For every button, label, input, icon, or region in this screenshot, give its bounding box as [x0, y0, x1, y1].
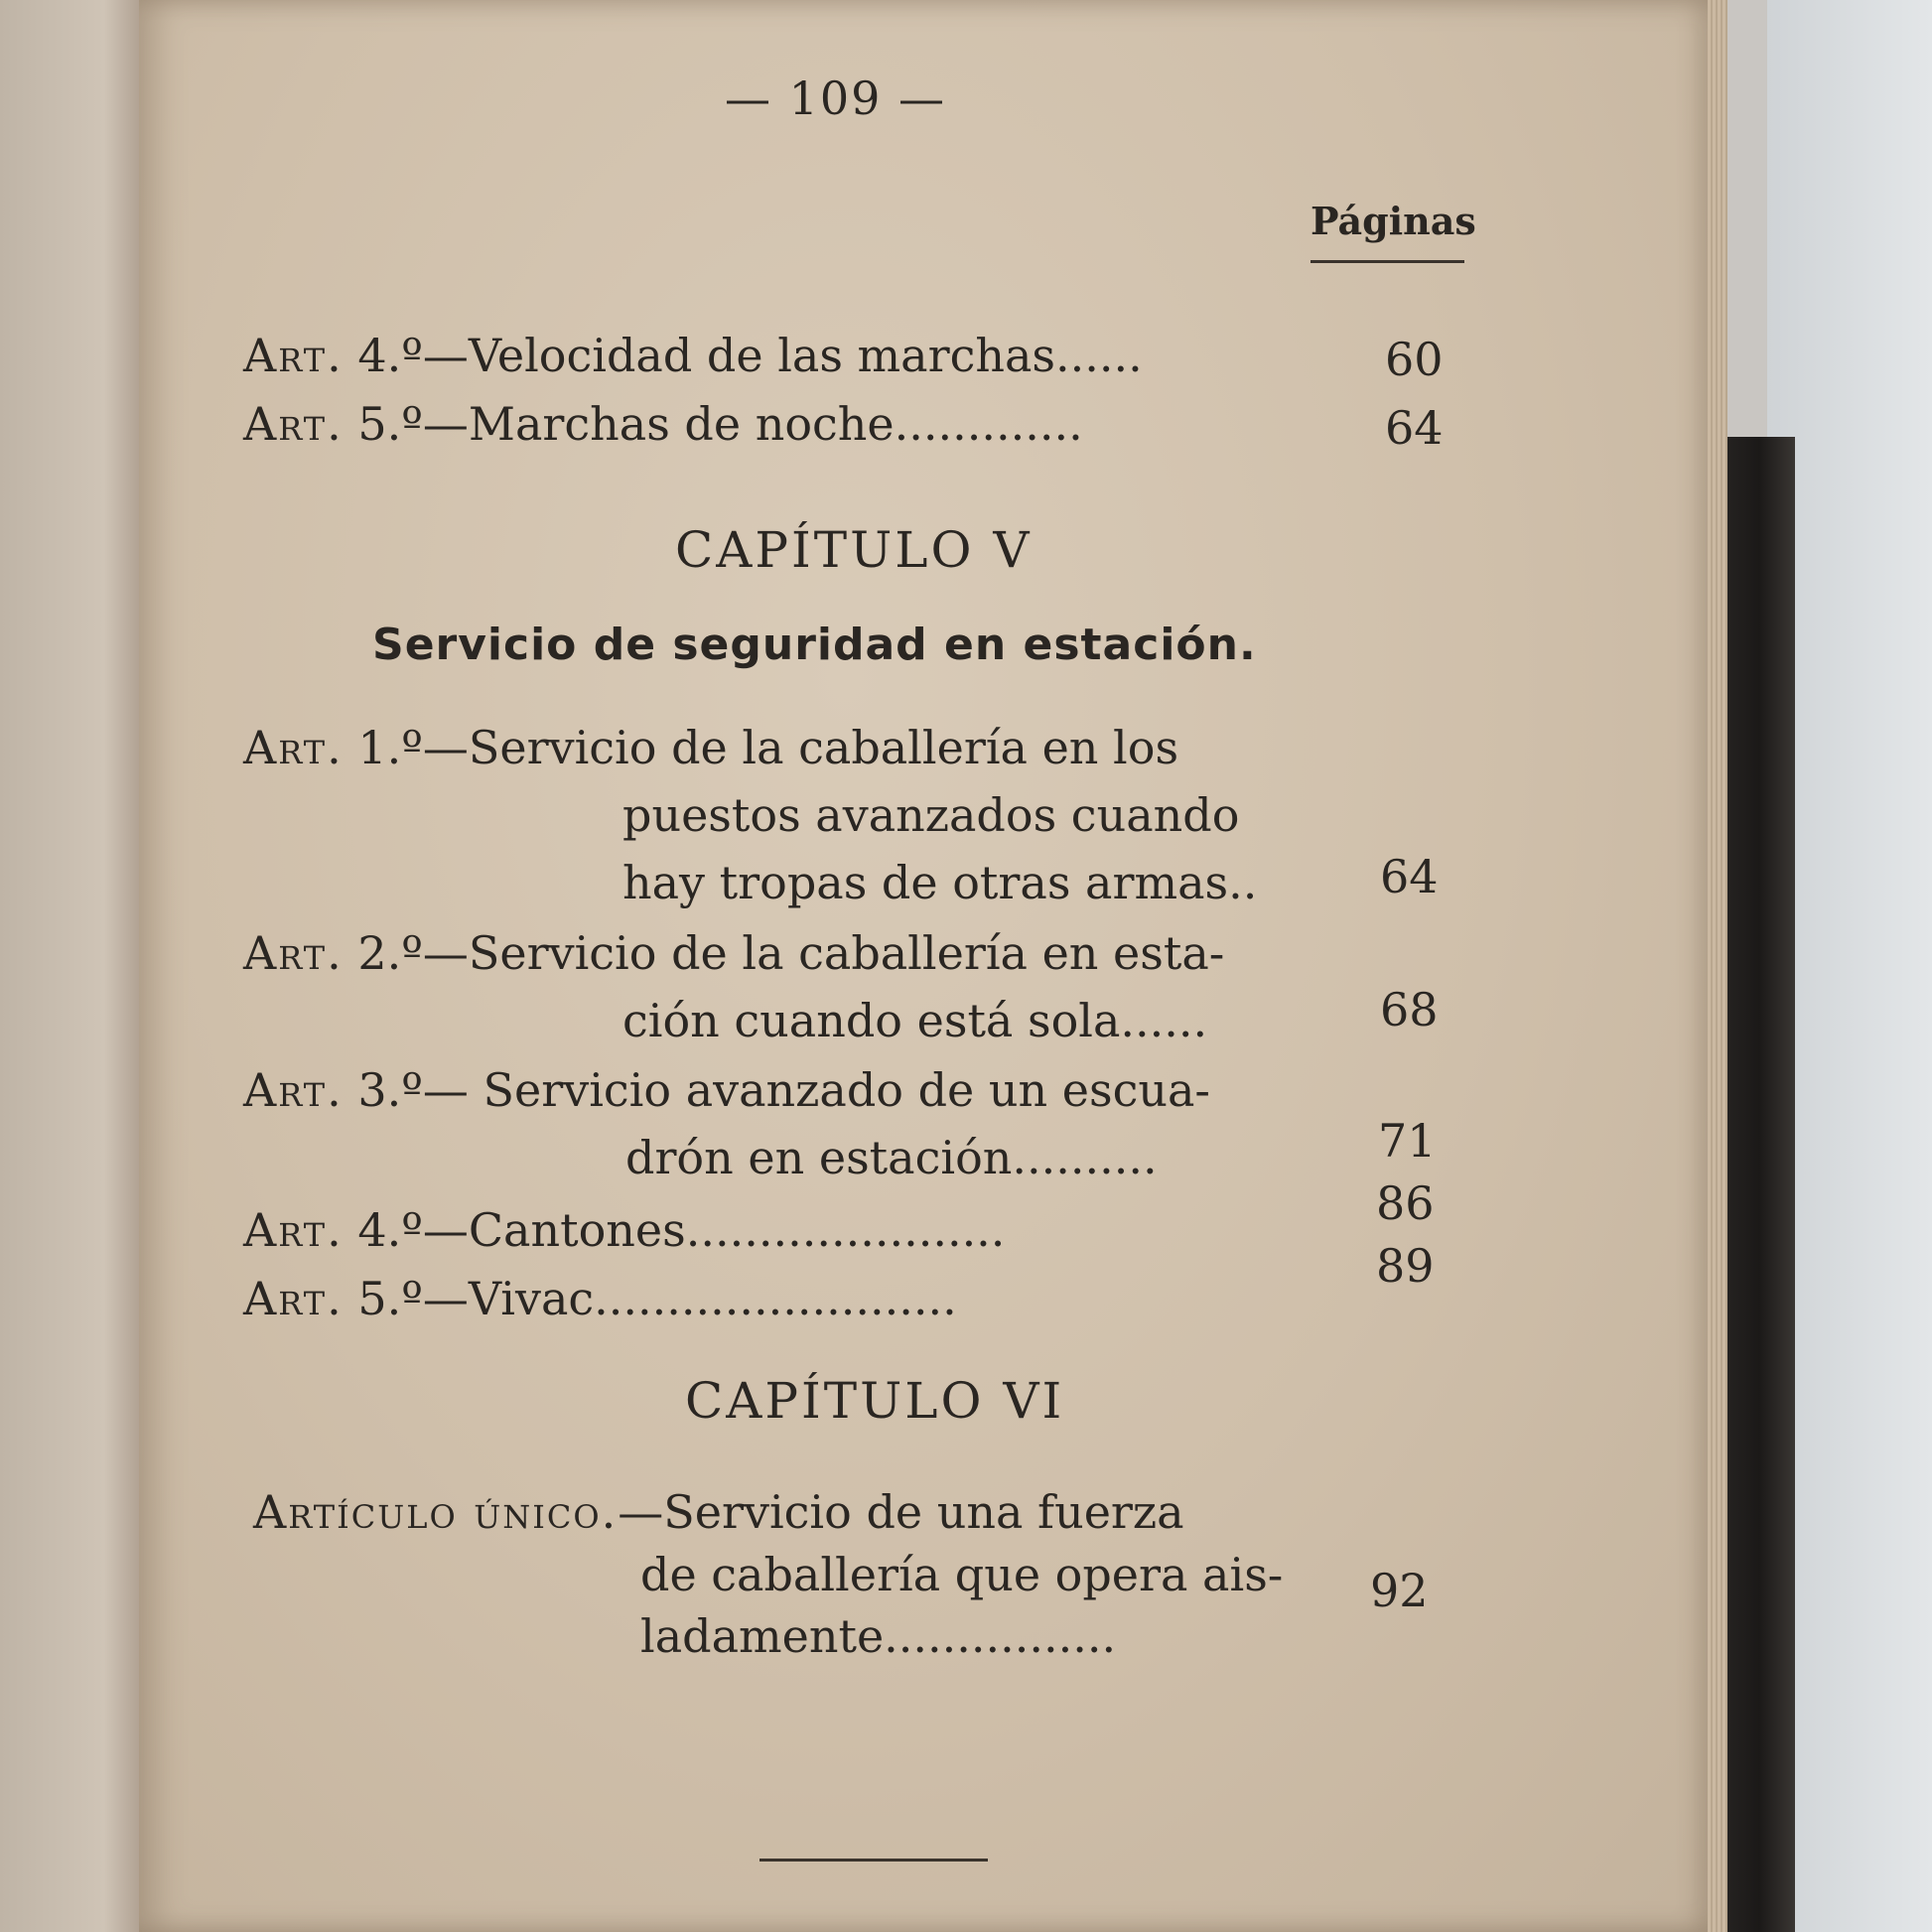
toc-entry-continuation: ción cuando está sola......: [622, 994, 1208, 1047]
chapter-title: CAPÍTULO V: [675, 521, 1033, 579]
header-underline: [1311, 260, 1464, 263]
toc-entry: Art. 1.º—Servicio de la caballería en los: [243, 721, 1179, 774]
toc-entry: Art. 4.º—Cantones......................: [243, 1203, 1006, 1257]
chapter-subtitle: Servicio de seguridad en estación.: [372, 620, 1257, 670]
column-header: Páginas: [1311, 199, 1476, 243]
toc-entry-continuation: hay tropas de otras armas..: [622, 856, 1258, 909]
toc-page: 89: [1376, 1239, 1435, 1293]
toc-page: 86: [1376, 1176, 1435, 1230]
page-number: — 109 —: [725, 71, 947, 125]
toc-entry-continuation: drón en estación..........: [625, 1131, 1158, 1184]
toc-page: 60: [1385, 333, 1444, 386]
previous-page: [0, 0, 149, 1932]
toc-page: 71: [1378, 1114, 1437, 1168]
chapter-title: CAPÍTULO VI: [685, 1372, 1065, 1430]
toc-page: 64: [1385, 401, 1444, 455]
toc-page: 64: [1380, 850, 1439, 903]
toc-entry: Art. 3.º— Servicio avanzado de un escua-: [243, 1063, 1210, 1117]
toc-entry-continuation: de caballería que opera ais-: [640, 1548, 1284, 1601]
toc-page: 92: [1370, 1564, 1429, 1617]
toc-entry-continuation: ladamente................: [640, 1609, 1117, 1663]
book-page: [139, 0, 1708, 1932]
toc-entry: Artículo único.—Servicio de una fuerza: [253, 1485, 1184, 1539]
toc-entry: Art. 5.º—Vivac.........................: [243, 1272, 957, 1325]
toc-entry: Art. 2.º—Servicio de la caballería en esta-: [243, 926, 1225, 980]
toc-page: 68: [1380, 983, 1439, 1036]
toc-entry-continuation: puestos avanzados cuando: [622, 788, 1240, 842]
toc-entry: Art. 4.º—Velocidad de las marchas......: [243, 329, 1143, 382]
toc-entry: Art. 5.º—Marchas de noche.............: [243, 397, 1083, 451]
end-rule: [759, 1859, 988, 1862]
